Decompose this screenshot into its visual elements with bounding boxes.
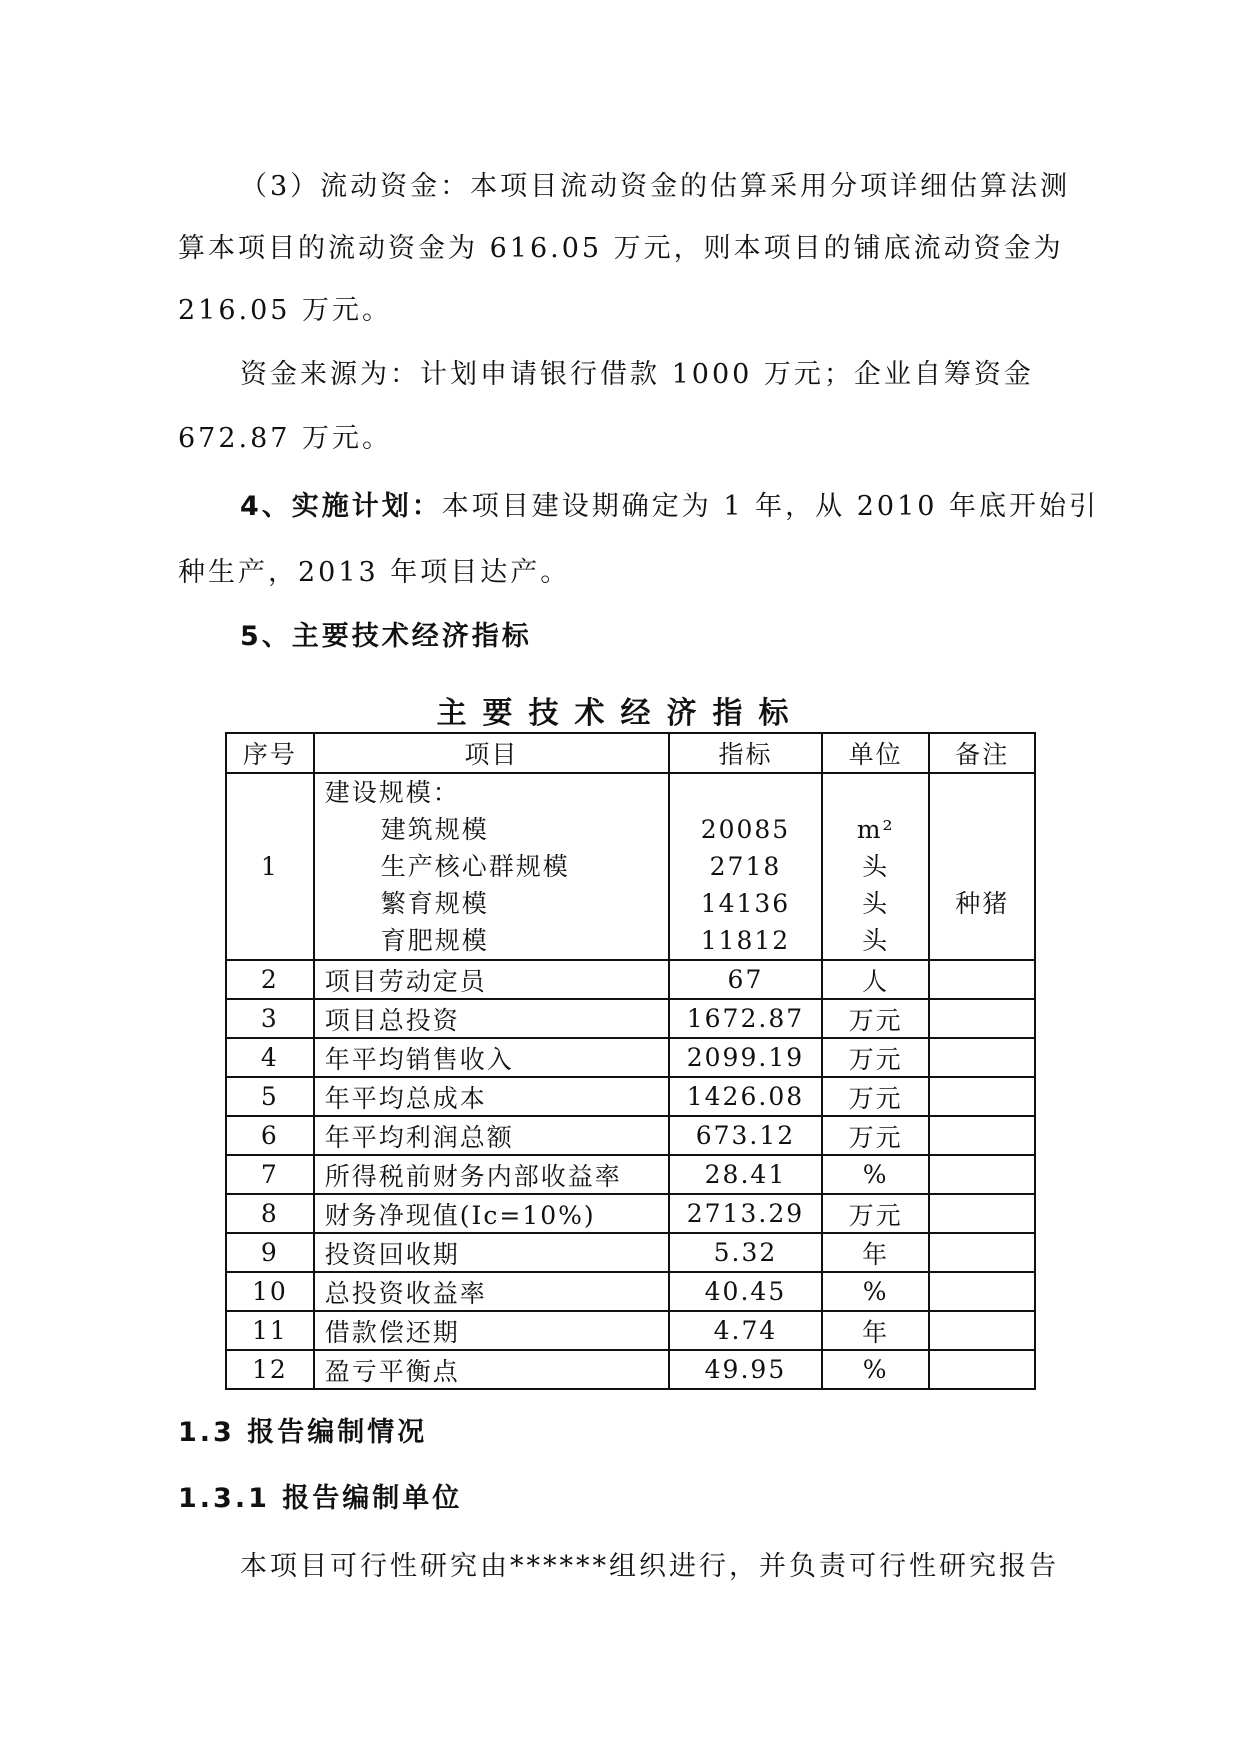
cell-text: 建设规模： [324,778,460,807]
cell-no: 11 [226,1311,314,1350]
cell-value: 673.12 [669,1116,822,1155]
cell-no: 9 [226,1233,314,1272]
header-note: 备注 [929,733,1035,773]
cell-text: 建筑规模 [380,815,489,844]
cell-item: 项目劳动定员 [314,960,669,999]
cell-no: 10 [226,1272,314,1311]
cell-value: 4.74 [669,1311,822,1350]
cell-no: 12 [226,1350,314,1389]
cell-unit: 年 [822,1311,930,1350]
cell-note [929,773,1035,960]
cell-no: 7 [226,1155,314,1194]
cell-unit: 万元 [822,1116,930,1155]
table-title: 主要技术经济指标 [436,696,805,731]
cell-value: 2099.19 [669,1038,822,1077]
header-unit: 单位 [822,733,930,773]
cell-item: 项目总投资 [314,999,669,1038]
section-label: 4、实施计划： [240,491,442,522]
cell-no: 8 [226,1194,314,1233]
cell-unit [822,773,930,960]
cell-note [929,1233,1035,1272]
table-row [226,1077,1035,1116]
cell-value: 1672.87 [669,999,822,1038]
section-heading: 1.3.1 报告编制单位 [178,1483,463,1514]
table-header-row [226,733,1035,773]
cell-text: 头 [862,889,890,918]
cell-text: 11812 [700,926,791,955]
header-no: 序号 [226,733,314,773]
cell-unit: % [822,1350,930,1389]
cell-value: 1426.08 [669,1077,822,1116]
table-row [226,1350,1035,1389]
cell-unit: 年 [822,1233,930,1272]
cell-item: 年平均总成本 [314,1077,669,1116]
table-row [226,960,1035,999]
cell-note [929,1077,1035,1116]
cell-text: 14136 [700,889,791,918]
cell-text: 1 [260,852,279,881]
cell-note [929,1116,1035,1155]
table-row [226,999,1035,1038]
text-content: 本项目建设期确定为 1 年，从 2010 年底开始引 [441,491,1100,522]
table-body [226,960,1035,1389]
cell-value: 67 [669,960,822,999]
cell-unit: 人 [822,960,930,999]
cell-note [929,960,1035,999]
text-line: （3）流动资金：本项目流动资金的估算采用分项详细估算法测 [240,171,1071,202]
text-line [240,490,1099,524]
cell-text: m² [856,815,895,844]
text-line: 种生产，2013 年项目达产。 [178,557,571,588]
cell-note [929,1311,1035,1350]
cell-unit: 万元 [822,1077,930,1116]
cell-note [929,1194,1035,1233]
indicators-table [225,732,1036,1390]
cell-value: 40.45 [669,1272,822,1311]
cell-note [929,999,1035,1038]
table-row [226,1233,1035,1272]
cell-unit: % [822,1155,930,1194]
header-value: 指标 [669,733,822,773]
cell-text: 育肥规模 [380,926,489,955]
text-line: 672.87 万元。 [178,423,393,454]
cell-note [929,1350,1035,1389]
text-line: 216.05 万元。 [178,295,393,326]
text-line: 资金来源为：计划申请银行借款 1000 万元；企业自筹资金 [240,359,1034,390]
section-heading: 5、主要技术经济指标 [240,621,532,652]
cell-note [929,1038,1035,1077]
cell-text: 头 [862,852,890,881]
cell-item: 借款偿还期 [314,1311,669,1350]
cell-text: 生产核心群规模 [380,852,570,881]
header-item: 项目 [314,733,669,773]
cell-note [929,1272,1035,1311]
cell-unit: 万元 [822,999,930,1038]
table-row [226,1272,1035,1311]
cell-text: 种猪 [955,889,1010,918]
table-row [226,1116,1035,1155]
cell-value: 28.41 [669,1155,822,1194]
cell-no: 3 [226,999,314,1038]
cell-note [929,1155,1035,1194]
cell-text: 2718 [709,852,782,881]
cell-unit: 万元 [822,1038,930,1077]
cell-item: 财务净现值(Ic=10%) [314,1194,669,1233]
cell-text: 头 [862,926,890,955]
cell-item: 总投资收益率 [314,1272,669,1311]
cell-item: 年平均利润总额 [314,1116,669,1155]
cell-text: 20085 [700,815,791,844]
cell-no: 6 [226,1116,314,1155]
cell-no: 2 [226,960,314,999]
cell-item: 所得税前财务内部收益率 [314,1155,669,1194]
cell-item: 盈亏平衡点 [314,1350,669,1389]
cell-no: 5 [226,1077,314,1116]
cell-value [669,773,822,960]
cell-unit: % [822,1272,930,1311]
cell-no [226,773,314,960]
cell-text: 繁育规模 [380,889,489,918]
table-row [226,1311,1035,1350]
cell-value: 5.32 [669,1233,822,1272]
cell-item [314,773,669,960]
cell-unit: 万元 [822,1194,930,1233]
section-heading: 1.3 报告编制情况 [178,1417,428,1448]
cell-item: 投资回收期 [314,1233,669,1272]
cell-value: 2713.29 [669,1194,822,1233]
text-line: 算本项目的流动资金为 616.05 万元，则本项目的铺底流动资金为 [178,233,1064,264]
cell-value: 49.95 [669,1350,822,1389]
table-row [226,773,1035,960]
cell-item: 年平均销售收入 [314,1038,669,1077]
table-row [226,1038,1035,1077]
cell-no: 4 [226,1038,314,1077]
table-row [226,1155,1035,1194]
text-line: 本项目可行性研究由******组织进行，并负责可行性研究报告 [240,1551,1059,1582]
table-row [226,1194,1035,1233]
